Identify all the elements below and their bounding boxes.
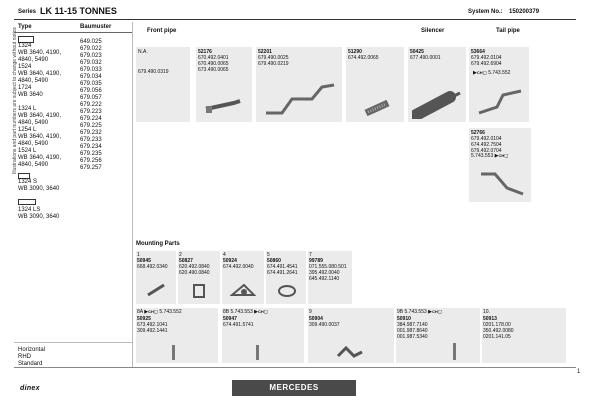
bracket-plate-icon xyxy=(336,344,364,360)
ring-clamp-icon xyxy=(276,283,298,299)
bracket-icon xyxy=(146,283,166,297)
tail-pipe-icon xyxy=(475,87,525,117)
silencer-label: Silencer xyxy=(421,28,445,34)
mount-box-50860: 5 50860 674.491.4541 674.491.2641 xyxy=(266,251,306,304)
hanger-icon xyxy=(252,344,264,362)
side-note: Illustrations and part numbers are subject to change without notice xyxy=(12,26,18,174)
clamp-icon xyxy=(190,283,210,299)
left-rule xyxy=(14,32,132,33)
part-box-52176: 52176 670.492.0401 670.490.0065 673.490.0065 xyxy=(196,47,252,122)
part-box-51290: 51290 674.492.0065 xyxy=(346,47,404,122)
baumuster-header: Baumuster xyxy=(80,24,112,30)
type-list-l: 1324 L WB 3640, 4190, 4840, 5490 1254 L WB 3640, 4190, 4840, 5490 1524 L WB 3640, 4190, 4840, 5490 xyxy=(18,106,62,168)
mount-box-50910: 9B 5.743.553 ▶CH◻ 50910 384.987.7140 001.987.8640 001.987.5340 xyxy=(396,308,480,363)
mount-box-50924: 4 50924 674.492.0040 xyxy=(222,251,264,304)
series-label: Series xyxy=(18,9,37,15)
footer-rule xyxy=(14,342,132,343)
type-list: 1324 WB 3640, 4190, 4840, 5490 1524 WB 3640, 4190, 4840, 5490 1724 WB 3640 xyxy=(18,43,62,98)
tail-pipe-label: Tail pipe xyxy=(496,28,520,34)
type-list-s: 1324 S WB 3090, 3640 xyxy=(18,179,60,192)
part-box-52201: 52201 679.490.0025 679.490.0219 xyxy=(256,47,342,122)
rubber-mount-icon xyxy=(168,344,180,362)
brand-bar: MERCEDES xyxy=(232,380,356,396)
mount-box-99789: 7 99789 071.555.080.501 395.492.0040 645.492.1140 xyxy=(308,251,352,304)
truck-icon xyxy=(18,36,34,43)
footer-top-rule xyxy=(14,367,576,368)
mount-box-50947: 8B 5.743.553 ▶CH◻ 50947 674.491.5741 xyxy=(222,308,304,363)
config-footer: Horizontal RHD Standard xyxy=(18,347,46,367)
silencer-icon xyxy=(412,91,462,119)
tail-pipe-long-icon xyxy=(477,166,527,200)
support-bar-icon xyxy=(450,342,460,362)
page-number: 1 xyxy=(577,369,581,375)
part-box-52766: 52766 679.492.0104 674.492.7504 679.492.0704 5.743.553 ▶CH◻ xyxy=(469,128,531,202)
mount-box-50945: 1 50945 668.492.0340 xyxy=(136,251,176,304)
part-box-50425: 50425 677.490.0001 xyxy=(408,47,466,122)
flange-icon xyxy=(230,281,256,301)
mount-box-50913: 10. 50913 0201.178.00 350.492.0080 0201.141.05 xyxy=(482,308,566,363)
type-list-ls: 1324 LS WB 3090, 3640 xyxy=(18,207,60,220)
system-label: System No.: xyxy=(468,9,503,15)
part-box-53664: 53664 679.492.0104 679.492.6904 ▶CH◻ 5.743.552 xyxy=(469,47,529,122)
series-title: LK 11-15 TONNES xyxy=(40,6,117,16)
type-header: Type xyxy=(18,24,32,30)
header-rule xyxy=(14,19,576,20)
mount-box-50904: 9 50904 309.490.0037 xyxy=(308,308,394,363)
baumuster-list: 649.025 679.022 679.023 679.032 679.033 679.034 679.035 679.056 679.057 679.222 679.223 679.224 679.225 679.232 679.233 679.234 679.235 679.256 679.257 xyxy=(80,39,102,171)
left-divider xyxy=(132,22,133,367)
flex-pipe-icon xyxy=(362,97,392,117)
mount-box-50827: 2 50827 620.492.0840 620.490.0840 xyxy=(178,251,220,304)
front-pipe-icon xyxy=(204,95,244,115)
dinex-logo: dinex xyxy=(20,385,40,392)
front-pipe-label: Front pipe xyxy=(147,28,177,34)
mount-box-50925: 8A ▶CH◻ 5.743.552 50925 673.492.1041 309.492.1441 xyxy=(136,308,218,363)
mounting-parts-label: Mounting Parts xyxy=(136,241,180,247)
truck-ls-icon xyxy=(18,199,36,205)
part-box-na: N.A. 679.490.0319 xyxy=(136,47,190,122)
system-number: 150200379 xyxy=(509,9,540,15)
bent-pipe-icon xyxy=(262,77,338,117)
